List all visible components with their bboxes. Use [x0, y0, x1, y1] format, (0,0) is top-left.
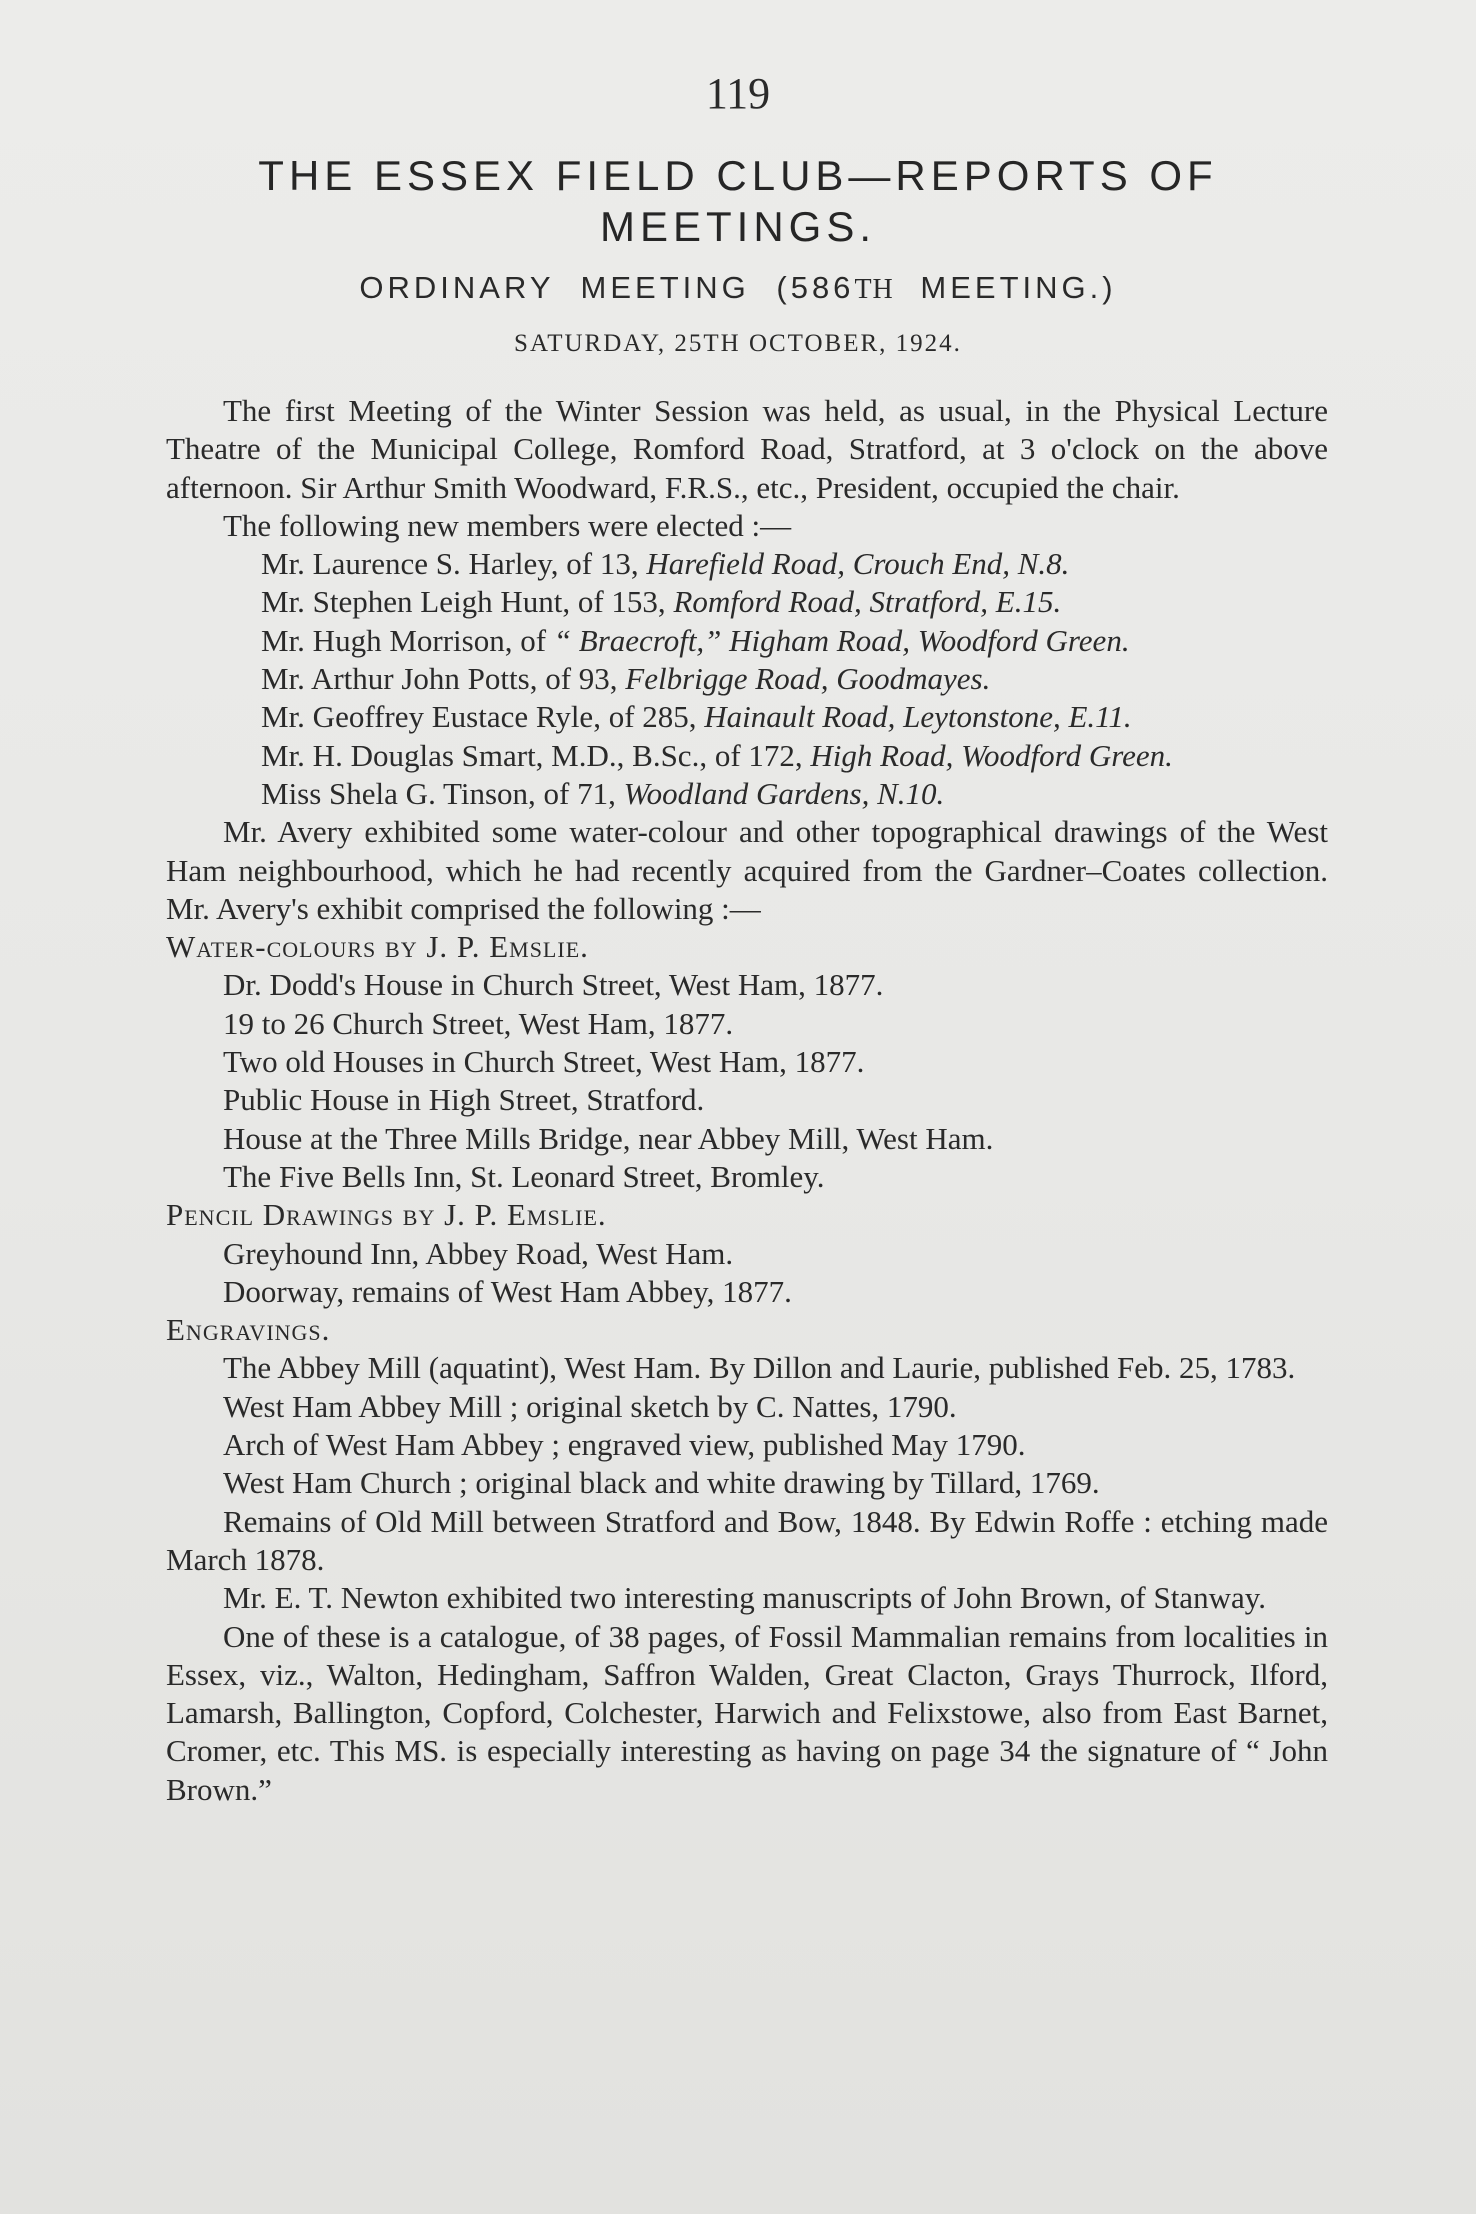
intro-paragraph: The first Meeting of the Winter Session was held, as usual, in the Physical Lecture Theatre of the Municipal College, Romford Road, Stratford, at 3 o'clock on the above afternoon. Sir Arthur Smith Woodward, F.R.S., etc., President, occupied the chair.: [166, 393, 1328, 505]
exhibit-item: The Abbey Mill (aquatint), West Ham. By Dillon and Laurie, published Feb. 25, 1783.: [223, 1350, 1296, 1386]
member-address: Felbrigge Road, Goodmayes.: [625, 661, 991, 697]
exhibit-item: Two old Houses in Church Street, West Ham, 1877.: [223, 1044, 865, 1080]
page-title-line-1: THE ESSEX FIELD CLUB—REPORTS OF: [258, 152, 1218, 199]
member-address: Romford Road, Stratford, E.15.: [673, 584, 1062, 620]
meeting-subtitle: [0, 270, 1476, 306]
member-name: Mr. Hugh Morrison, of: [261, 622, 554, 658]
exhibit-item: Doorway, remains of West Ham Abbey, 1877.: [223, 1273, 792, 1309]
member-name: Mr. Arthur John Potts, of 93,: [261, 661, 626, 697]
member-entry: [166, 583, 1328, 621]
member-entry: [166, 775, 1328, 813]
members-intro: The following new members were elected :—: [223, 507, 792, 543]
member-name: Mr. Laurence S. Harley, of 13,: [261, 546, 647, 582]
member-entry: [166, 737, 1328, 775]
section-heading-watercolours: Water-colours by J. P. Emslie.: [166, 929, 589, 965]
meeting-date: SATURDAY, 25TH OCTOBER, 1924.: [514, 330, 962, 357]
member-address: “ Braecroft,” Higham Road, Woodford Green.: [553, 622, 1130, 658]
exhibit-item: Greyhound Inn, Abbey Road, West Ham.: [223, 1235, 734, 1271]
member-address: Hainault Road, Leytonstone, E.11.: [704, 699, 1132, 735]
catalogue-paragraph: One of these is a catalogue, of 38 pages, of Fossil Mammalian remains from localities in Essex, viz., Walton, Hedingham, Saffron Walden, Great Clacton, Grays Thurrock, Ilford, Lamarsh, Ballington, Copford, Colchester, Harwich and Felixstowe, also from East Barnet, Cromer, etc. This MS. is especially interesting as having on page 34 the signature of “ John Brown.”: [166, 1618, 1328, 1807]
page-title-line-2: MEETINGS.: [599, 203, 877, 250]
section-heading-engravings: Engravings.: [166, 1312, 331, 1348]
exhibit-item: Dr. Dodd's House in Church Street, West Ham, 1877.: [223, 967, 884, 1003]
exhibit-item: House at the Three Mills Bridge, near Abbey Mill, West Ham.: [223, 1120, 994, 1156]
subtitle-ordinal-suffix: TH: [854, 274, 894, 305]
member-name: Mr. H. Douglas Smart, M.D., B.Sc., of 172,: [261, 737, 811, 773]
section-heading-pencil-drawings: Pencil Drawings by J. P. Emslie.: [166, 1197, 607, 1233]
member-address: High Road, Woodford Green.: [810, 737, 1173, 773]
exhibit-item: West Ham Church ; original black and white drawing by Tillard, 1769.: [223, 1465, 1100, 1501]
exhibit-item: Public House in High Street, Stratford.: [223, 1082, 705, 1118]
exhibit-item: Arch of West Ham Abbey ; engraved view, published May 1790.: [223, 1427, 1026, 1463]
member-entry: [166, 622, 1328, 660]
member-address: Woodland Gardens, N.10.: [623, 775, 945, 811]
subtitle-end: MEETING.): [920, 270, 1117, 305]
subtitle-main: ORDINARY MEETING (586: [359, 270, 855, 305]
exhibit-item: Remains of Old Mill between Stratford and Bow, 1848. By Edwin Roffe : etching made March 1878.: [166, 1503, 1328, 1577]
newton-paragraph: Mr. E. T. Newton exhibited two interesting manuscripts of John Brown, of Stanway.: [223, 1580, 1266, 1616]
member-name: Miss Shela G. Tinson, of 71,: [261, 775, 624, 811]
report-body: [166, 392, 1328, 1809]
page-number: 119: [705, 69, 771, 118]
member-name: Mr. Stephen Leigh Hunt, of 153,: [261, 584, 674, 620]
exhibit-item: West Ham Abbey Mill ; original sketch by C. Nattes, 1790.: [223, 1388, 957, 1424]
member-entry: [166, 660, 1328, 698]
member-entry: [166, 545, 1328, 583]
member-address: Harefield Road, Crouch End, N.8.: [646, 546, 1070, 582]
avery-paragraph: Mr. Avery exhibited some water-colour and other topographical drawings of the West Ham neighbourhood, which he had recently acquired from the Gardner–Coates collection. Mr. Avery's exhibit comprised the following :—: [166, 814, 1328, 926]
member-name: Mr. Geoffrey Eustace Ryle, of 285,: [261, 699, 705, 735]
exhibit-item: 19 to 26 Church Street, West Ham, 1877.: [223, 1005, 734, 1041]
member-entry: [166, 698, 1328, 736]
exhibit-item: The Five Bells Inn, St. Leonard Street, Bromley.: [223, 1158, 825, 1194]
